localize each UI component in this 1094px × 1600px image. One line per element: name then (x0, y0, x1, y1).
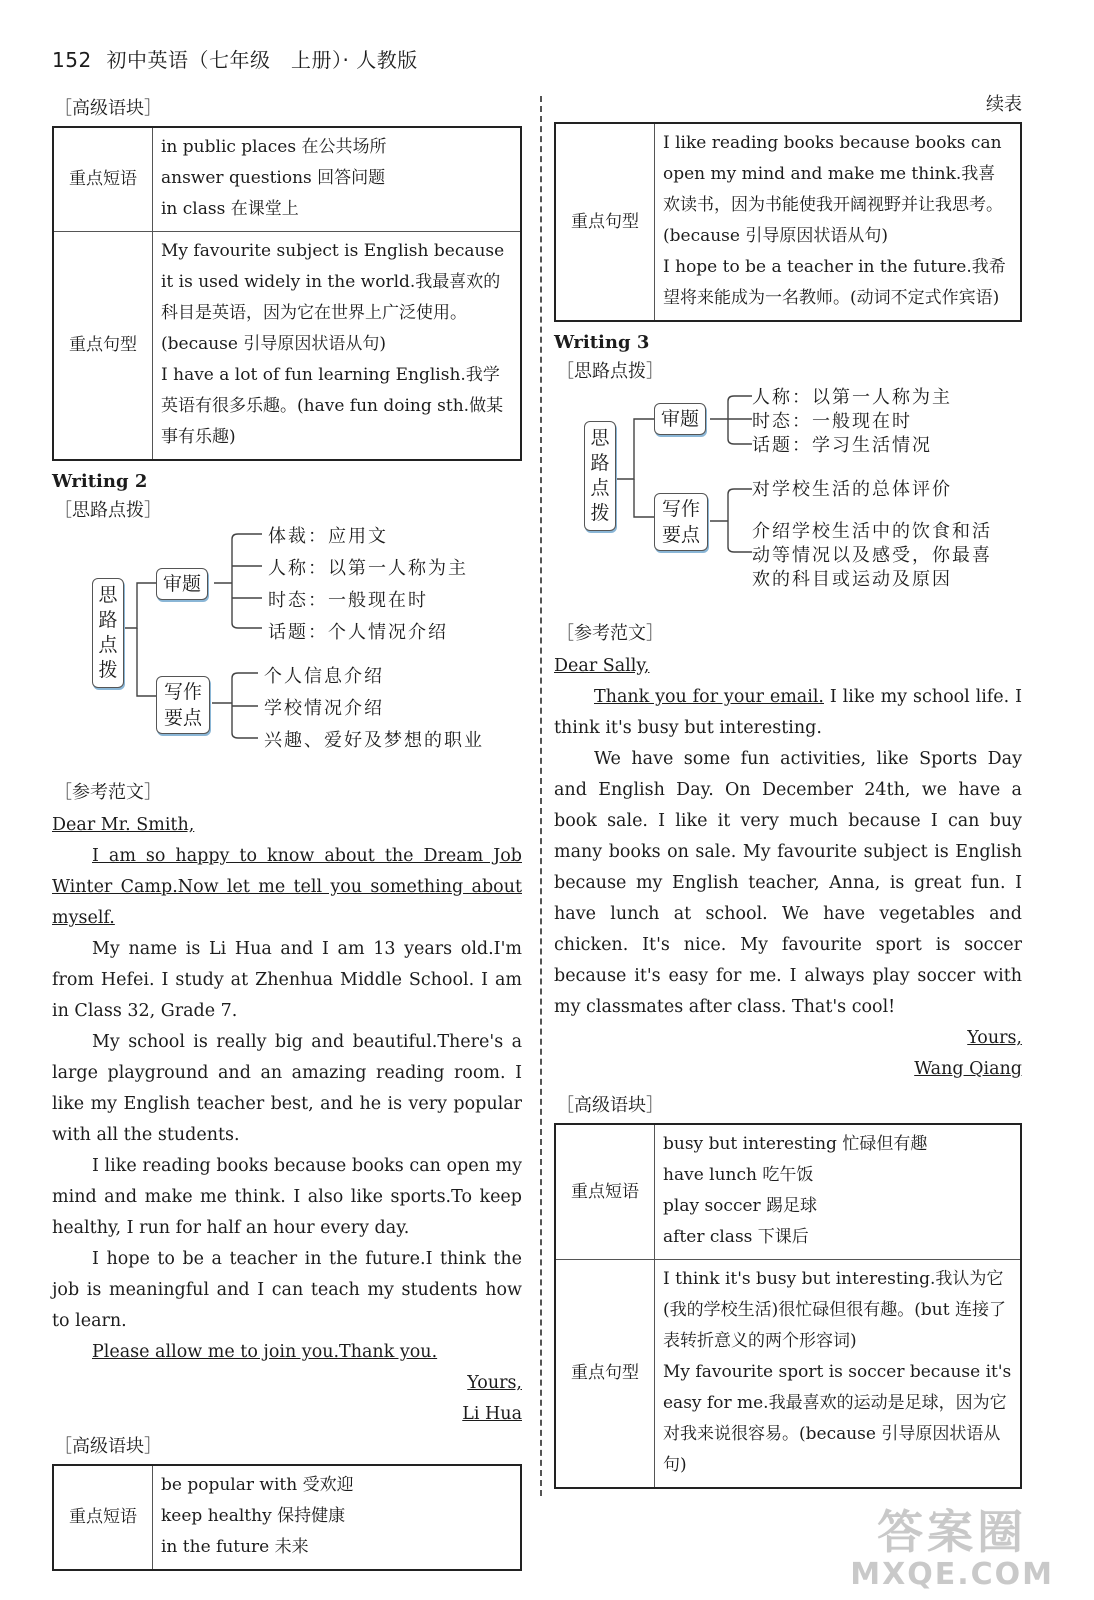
sentence-line: I think it's busy but interesting.我认为它(我的学校生活)很忙碌但很有趣。(but 连接了表转折意义的两个形容词) (663, 1269, 1006, 1351)
mind-map-leaf: 学校情况介绍 (264, 698, 384, 719)
row-value (655, 1124, 1022, 1260)
mind-map-root: 思路点拨 (584, 421, 616, 531)
phrase-line: busy but interesting 忙碌但有趣 (663, 1134, 928, 1154)
table-row (555, 1124, 1021, 1260)
sample-letter-3 (554, 651, 1022, 1085)
watermark-text: 答案圈 (877, 1505, 1028, 1559)
sample-letter-2 (52, 810, 522, 1430)
letter-sentence: Thank you for your email. (594, 687, 824, 707)
sample-label: ［参考范文］ (556, 623, 664, 644)
closing: Yours, (967, 1028, 1022, 1048)
phrase-line: have lunch 吃午饭 (663, 1165, 814, 1185)
row-key: 重点句型 (555, 123, 655, 321)
phrase-line: in the future 未来 (161, 1537, 309, 1557)
closing: Yours, (467, 1373, 522, 1393)
key-phrases-table-2 (52, 1464, 522, 1571)
book-title: 初中英语（七年级 上册）· 人教版 (106, 48, 418, 72)
mind-map-leaf: 动等情况以及感受，你最喜 (752, 545, 992, 566)
sentence-line: I like reading books because books can open my mind and make me think.我喜欢读书，因为书能使我开阔视野并让我思考。(because 引导原因状语从句) (663, 133, 1003, 246)
row-value (655, 1260, 1022, 1489)
phrase-line: in class 在课堂上 (161, 199, 299, 219)
phrase-line: be popular with 受欢迎 (161, 1475, 354, 1495)
table-row (555, 1260, 1021, 1489)
mind-map-writing-2 (52, 528, 522, 774)
mind-map-leaf: 体裁：应用文 (268, 526, 388, 547)
signature: Wang Qiang (914, 1059, 1022, 1079)
column-divider (540, 96, 542, 1496)
row-value (153, 127, 522, 232)
left-column (52, 90, 522, 1571)
row-key: 重点句型 (555, 1260, 655, 1489)
row-key: 重点短语 (53, 1465, 153, 1570)
watermark-logo (850, 1506, 1054, 1592)
row-value (655, 123, 1022, 321)
page-number: 152 (52, 48, 92, 72)
mind-map-leaf: 话题：学习生活情况 (752, 435, 932, 456)
sentence-line: My favourite subject is English because it is used widely in the world.我最喜欢的科目是英语，因为它在世界上广泛使用。(because 引导原因状语从句) (161, 241, 505, 354)
right-column (554, 90, 1022, 1489)
sentence-line: I hope to be a teacher in the future.我希望将来能成为一名教师。(动词不定式作宾语) (663, 257, 1006, 308)
row-value (153, 1465, 522, 1570)
mind-map-leaf: 时态：一般现在时 (752, 411, 912, 432)
mind-map-leaf: 人称：以第一人称为主 (268, 558, 468, 579)
mind-map-leaf: 对学校生活的总体评价 (752, 479, 952, 500)
page-header (52, 44, 418, 73)
mind-map-leaf: 人称：以第一人称为主 (752, 387, 952, 408)
letter-sentence: I like my school life. I think it's busy but interesting. (554, 687, 1022, 738)
mind-map-leaf: 话题：个人情况介绍 (268, 622, 448, 643)
section-label: ［高级语块］ (556, 1095, 664, 1116)
signature: Li Hua (462, 1404, 522, 1424)
table-row (53, 1465, 521, 1570)
letter-paragraph: My school is really big and beautiful.There's a large playground and an amazing reading room. I like my English teacher best, and he is very popular with all the students. (52, 1032, 522, 1145)
salutation: Dear Sally, (554, 656, 650, 676)
phrase-line: in public places 在公共场所 (161, 137, 387, 157)
branch-label: 写作要点 (163, 681, 202, 729)
sentence-line: My favourite sport is soccer because it's easy for me.我最喜欢的运动是足球，因为它对我来说很容易。(because 引导原因状语从句) (663, 1362, 1012, 1475)
continued-label: 续表 (986, 94, 1022, 115)
mind-map-leaf: 欢的科目或运动及原因 (752, 569, 952, 590)
row-value (153, 232, 522, 461)
row-key: 重点短语 (555, 1124, 655, 1260)
writing-2-title: Writing 2 (52, 471, 148, 492)
phrase-line: after class 下课后 (663, 1227, 809, 1247)
table-row (555, 123, 1021, 321)
phrase-line: answer questions 回答问题 (161, 168, 386, 188)
phrase-line: keep healthy 保持健康 (161, 1506, 346, 1526)
sample-label: ［参考范文］ (54, 782, 162, 803)
mind-map-branch-review: 审题 (156, 568, 208, 600)
letter-paragraph: I hope to be a teacher in the future.I think the job is meaningful and I can teach my students how to learn. (52, 1249, 522, 1331)
salutation: Dear Mr. Smith, (52, 815, 195, 835)
mind-map-leaf: 时态：一般现在时 (268, 590, 428, 611)
section-label: ［高级语块］ (54, 1436, 162, 1457)
mind-map-writing-3 (554, 389, 1022, 615)
mind-map-root: 思路点拨 (92, 578, 124, 688)
key-sentences-table-cont (554, 122, 1022, 322)
branch-label: 写作要点 (661, 498, 700, 546)
mind-map-branch-points (156, 676, 210, 734)
mind-map-leaf: 介绍学校生活中的饮食和活 (752, 521, 992, 542)
row-key: 重点句型 (53, 232, 153, 461)
table-row (53, 232, 521, 461)
letter-paragraph: My name is Li Hua and I am 13 years old.I'm from Hefei. I study at Zhenhua Middle School. I am in Class 32, Grade 7. (52, 939, 522, 1021)
phrase-line: play soccer 踢足球 (663, 1196, 818, 1216)
letter-paragraph: I like reading books because books can open my mind and make me think. I also like sports.To keep healthy, I run for half an hour every day. (52, 1156, 522, 1238)
sentence-line: I have a lot of fun learning English.我学英语有很多乐趣。(have fun doing sth.做某事有乐趣) (161, 365, 504, 447)
mind-map-branch-review: 审题 (654, 403, 706, 435)
watermark-url: MXQE.COM (850, 1557, 1054, 1592)
table-row (53, 127, 521, 232)
letter-paragraph: Please allow me to join you.Thank you. (92, 1342, 438, 1362)
letter-paragraph: We have some fun activities, like Sports Day and English Day. On December 24th, we have a book sale. I like it very much because I can buy many books on sale. My favourite subject is English because my English teacher, Anna, is great fun. I have lunch at school. We have vegetables and chicken. It's nice. My favourite sport is soccer because it's easy for me. I always play soccer with my classmates after class. That's cool! (554, 749, 1022, 1017)
writing-3-title: Writing 3 (554, 332, 650, 353)
row-key: 重点短语 (53, 127, 153, 232)
tips-label: ［思路点拨］ (556, 361, 664, 382)
key-phrases-table-1 (52, 126, 522, 461)
mind-map-leaf: 个人信息介绍 (264, 666, 384, 687)
section-label: ［高级语块］ (54, 98, 162, 119)
tips-label: ［思路点拨］ (54, 500, 162, 521)
key-phrases-table-3 (554, 1123, 1022, 1489)
mind-map-branch-points (654, 493, 708, 551)
mind-map-leaf: 兴趣、爱好及梦想的职业 (264, 730, 484, 751)
letter-paragraph: I am so happy to know about the Dream Job Winter Camp.Now let me tell you something about myself. (52, 846, 522, 928)
